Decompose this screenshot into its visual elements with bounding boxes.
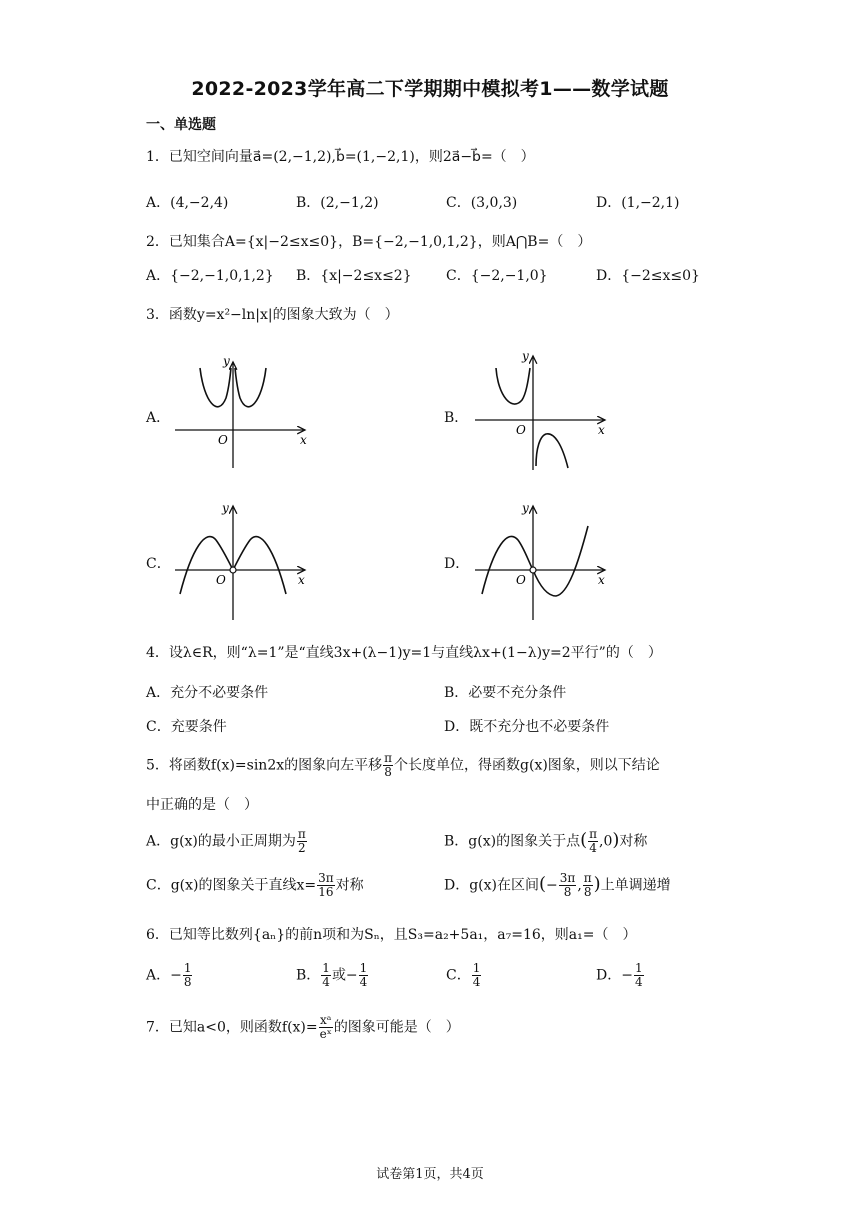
question-1-stem: 1．已知空间向量a⃗=(2,−1,2),b⃗=(1,−2,1)，则2a⃗−b⃗=（ ）: [146, 149, 535, 165]
q4-option-b: B．必要不充分条件: [444, 685, 567, 701]
q6-option-b: B． $\frac{1}{4}$ 或− $\frac{1}{4}$: [296, 961, 368, 989]
q1-option-c: C．(3,0,3): [446, 195, 518, 211]
q5-option-a: A．g(x)的最小正周期为 $\frac{\pi}{2}$: [146, 827, 306, 855]
fraction: $\frac{\pi}{8}$: [384, 751, 393, 779]
graph-option-a: [170, 350, 310, 475]
section-heading: 一、单选题: [146, 117, 216, 133]
question-7-stem: 7．已知a<0，则函数f(x)= $\frac{\text{xᵃ}}{\text{eˣ}}$ 的图象可能是（ ）: [146, 1013, 460, 1041]
graph-option-b: [470, 348, 610, 478]
q2-option-d: D．{−2≤x≤0}: [596, 268, 700, 284]
graph-option-c: [170, 498, 310, 623]
question-3-stem: 3．函数y=x²−ln|x|的图象大致为（ ）: [146, 307, 399, 323]
question-5-stem-cont: 中正确的是（ ）: [146, 797, 258, 813]
origin-label: O: [218, 433, 228, 447]
q3-option-d: D．: [444, 556, 470, 572]
q5-option-b: B．g(x)的图象关于点( $\frac{\pi}{4}$ ,0)对称: [444, 827, 648, 855]
x-axis-label: x: [298, 573, 305, 587]
q4-option-c: C．充要条件: [146, 719, 227, 735]
page-title: 2022-2023学年高二下学期期中模拟考1——数学试题: [191, 78, 669, 100]
q1-option-b: B．(2,−1,2): [296, 195, 379, 211]
q6-option-a: A．− $\frac{1}{8}$: [146, 961, 192, 989]
x-axis-label: x: [598, 573, 605, 587]
q3-option-b: B．: [444, 410, 469, 426]
q3-option-c: C．: [146, 556, 171, 572]
question-5-stem: 5．将函数f(x)=sin2x的图象向左平移 $\frac{\pi}{8}$ 个长度单位，得函数g(x)图象，则以下结论: [146, 751, 660, 779]
y-axis-label: y: [223, 354, 230, 368]
y-axis-label: y: [222, 501, 229, 515]
origin-label: O: [216, 573, 226, 587]
question-6-stem: 6．已知等比数列{aₙ}的前n项和为Sₙ，且S₃=a₂+5a₁，a₇=16，则a₁=（ ）: [146, 927, 637, 943]
question-2-stem: 2．已知集合A={x|−2≤x≤0}，B={−2,−1,0,1,2}，则A⋂B=（ ）: [146, 234, 592, 250]
y-axis-label: y: [522, 501, 529, 515]
q2-option-c: C．{−2,−1,0}: [446, 268, 548, 284]
q1-option-d: D．(1,−2,1): [596, 195, 680, 211]
page-footer: 试卷第1页，共4页: [376, 1167, 484, 1182]
q4-option-a: A．充分不必要条件: [146, 685, 269, 701]
q4-option-d: D．既不充分也不必要条件: [444, 719, 610, 735]
q2-option-a: A．{−2,−1,0,1,2}: [146, 268, 274, 284]
y-axis-label: y: [522, 349, 529, 363]
question-4-stem: 4．设λ∈R，则“λ=1”是“直线3x+(λ−1)y=1与直线λx+(1−λ)y=2平行”的（ ）: [146, 645, 662, 661]
origin-label: O: [516, 573, 526, 587]
q3-option-a: A．: [146, 410, 171, 426]
q5-option-d: D．g(x)在区间(− $\frac{3\pi}{8}$ , $\frac{\pi}{8}$ )上单调递增: [444, 871, 671, 899]
graph-option-d: [470, 498, 610, 623]
q6-option-d: D．− $\frac{1}{4}$: [596, 961, 643, 989]
q2-option-b: B．{x|−2≤x≤2}: [296, 268, 412, 284]
q1-option-a: A．(4,−2,4): [146, 195, 229, 211]
origin-label: O: [516, 423, 526, 437]
q5-option-c: C．g(x)的图象关于直线x= $\frac{3\pi}{16}$ 对称: [146, 871, 364, 899]
x-axis-label: x: [300, 433, 307, 447]
q6-option-c: C． $\frac{1}{4}$: [446, 961, 481, 989]
x-axis-label: x: [598, 423, 605, 437]
